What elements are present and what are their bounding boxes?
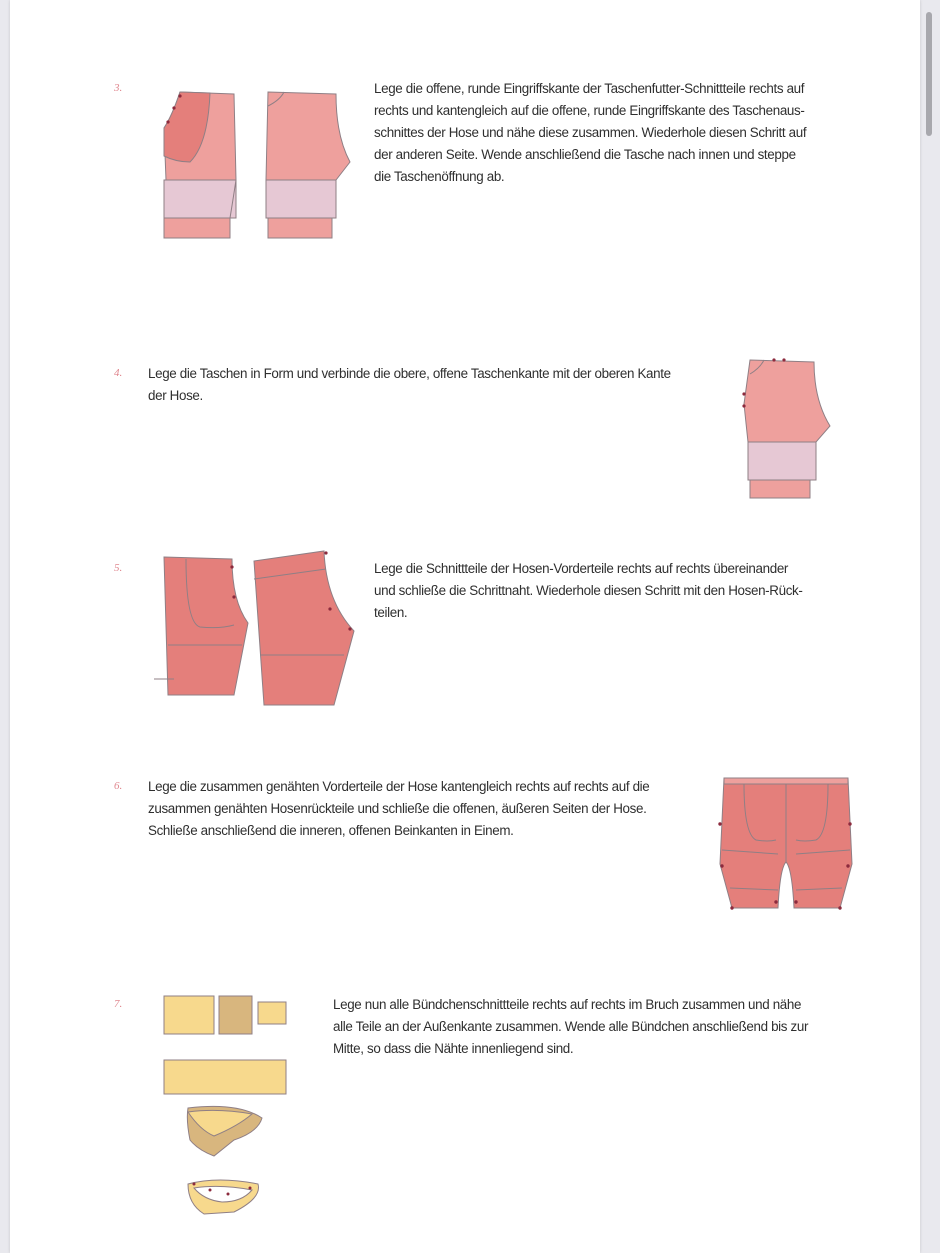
step-6-line: Schließe anschließend die inneren, offenen Beinkanten in Einem. — [148, 823, 514, 838]
step-5-number: 5. — [114, 562, 123, 574]
step-5-line: und schließe die Schrittnaht. Wiederhole diesen Schritt mit den Hosen-Rück- — [374, 583, 803, 598]
step-6-line: Lege die zusammen genähten Vorderteile der Hose kantengleich rechts auf rechts auf die — [148, 779, 650, 794]
step-3-line: schnittes der Hose und nähe diese zusammen. Wiederhole diesen Schritt auf — [374, 125, 807, 140]
step-3-number: 3. — [114, 82, 123, 94]
step-4-line: Lege die Taschen in Form und verbinde die obere, offene Taschenkante mit der oberen Kante — [148, 366, 671, 381]
step-5-line: Lege die Schnittteile der Hosen-Vorderteile rechts auf rechts übereinander — [374, 561, 789, 576]
crotch-seam-illustration — [150, 545, 365, 710]
step-3-line: Lege die offene, runde Eingriffskante der Taschenfutter-Schnittteile rechts auf — [374, 81, 805, 96]
step-7-number: 7. — [114, 998, 123, 1010]
step-4-line: der Hose. — [148, 388, 203, 403]
step-6-line: zusammen genähten Hosenrückteile und schließe die offenen, äußeren Seiten der Hose. — [148, 801, 647, 816]
step-3-text — [374, 78, 854, 188]
step-7-line: alle Teile an der Außenkante zusammen. Wende alle Bündchen anschließend bis zur — [333, 1019, 809, 1034]
shorts-assembled-illustration — [712, 768, 862, 918]
step-6-number: 6. — [114, 780, 123, 792]
step-3-line: die Taschenöffnung ab. — [374, 169, 505, 184]
step-3-line: der anderen Seite. Wende anschließend die Tasche nach innen und steppe — [374, 147, 796, 162]
scrollbar[interactable] — [926, 12, 932, 136]
pant-piece-illustration — [738, 354, 838, 504]
step-7-text — [333, 994, 853, 1060]
cuff-pieces-illustration — [158, 990, 298, 1230]
step-5-line: teilen. — [374, 605, 408, 620]
step-3-line: rechts und kantengleich auf die offene, runde Eingriffskante des Taschenaus- — [374, 103, 805, 118]
step-7-line: Lege nun alle Bündchenschnittteile rechts auf rechts im Bruch zusammen und nähe — [333, 997, 802, 1012]
pocket-pieces-illustration — [150, 86, 360, 246]
step-4-text — [148, 363, 728, 407]
step-5-text — [374, 558, 854, 624]
step-7-line: Mitte, so dass die Nähte innenliegend sind. — [333, 1041, 574, 1056]
step-6-text — [148, 776, 708, 842]
step-4-number: 4. — [114, 367, 123, 379]
